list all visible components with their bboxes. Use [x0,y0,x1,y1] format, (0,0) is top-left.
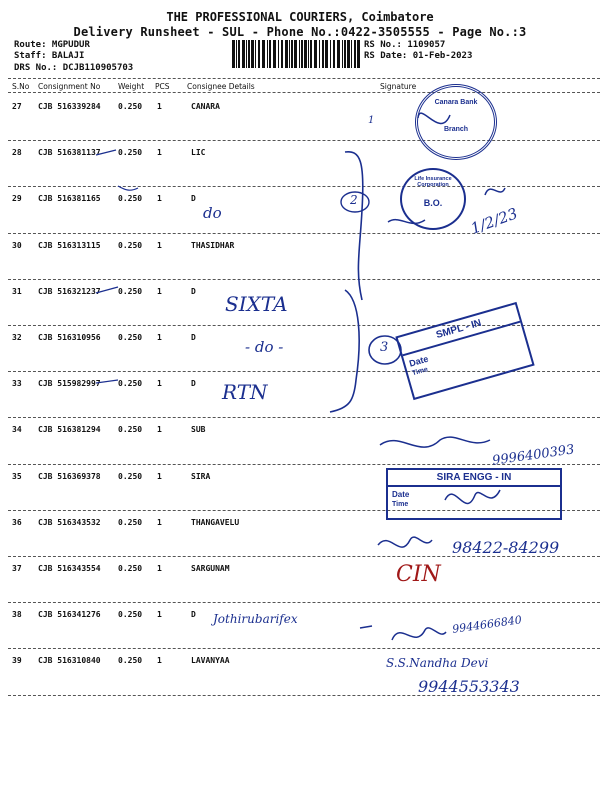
row-sno: 32 [12,333,22,342]
row-sno: 39 [12,656,22,666]
signature-34 [380,437,490,447]
document-subtitle: Delivery Runsheet - SUL - Phone No.:0422-3505555 - Page No.:3 [73,25,527,39]
sira-stamp-time: Time [392,501,409,508]
row-weight: 0.250 [118,286,143,296]
row-weight: 0.250 [118,425,143,435]
row-consignment-no: CJB 516321237 [38,286,101,296]
pen-mark-33 [96,380,118,383]
handwriting-do-29: do [203,204,222,222]
col-header-weight: Weight [118,82,145,91]
route-label: Route: MGPUDUR [14,40,90,50]
row-weight: 0.250 [118,517,143,527]
row-pcs: 1 [157,333,162,342]
drs-number: DRS No.: DCJB110905703 [14,63,134,73]
handwriting-phone-34: 9996400393 [491,442,576,469]
row-pcs: 1 [157,425,162,435]
handwriting-cin: CIN [396,562,441,587]
row-pcs: 1 [157,148,162,158]
row-weight: 0.250 [118,333,143,342]
row-weight: 0.250 [118,610,143,620]
canara-stamp-top: Canara Bank [434,99,478,106]
lic-stamp-outer: Life Insurance Corporation [414,176,452,188]
handwriting-name-39: S.S.Nandha Devi [386,656,489,670]
handwriting-phone-39: 9944553343 [418,677,520,696]
pen-mark-28 [96,150,116,155]
row-consignee: SIRA [191,471,211,481]
row-pcs: 1 [157,610,162,620]
rs-number: RS No.: 1109057 [364,40,446,50]
signature-29b [485,188,505,195]
handwriting-do-32: - do - [245,338,284,356]
smpl-stamp-time: Time [411,366,429,378]
smpl-stamp-title: SMPL - IN [398,304,521,356]
row-consignment-no: CJB 516381137 [38,148,101,158]
row-sno: 37 [12,564,22,573]
signature-36 [378,537,432,547]
row-consignment-no: CJB 516343532 [38,517,101,527]
signature-38 [392,628,446,640]
pen-mark-31 [96,287,118,293]
row-consignee: D [191,194,196,204]
handwriting-phone-36: 98422-84299 [452,538,560,557]
row-pcs: 1 [157,240,162,250]
handwriting-circle-3: 3 [380,340,389,355]
handwriting-circle-1: 1 [368,115,375,126]
row-sno: 34 [12,425,22,435]
rs-date: RS Date: 01-Feb-2023 [364,51,473,61]
row-consignment-no: CJB 516381294 [38,425,101,435]
row-consignment-no: CJB 516341276 [38,610,101,620]
row-sno: 31 [12,286,22,296]
lic-stamp [400,168,466,230]
handwriting-name-38: Jothirubarifex [213,612,298,626]
row-consignment-no: CJB 516369378 [38,471,101,481]
row-consignee: THANGAVELU [191,517,240,527]
row-pcs: 1 [157,194,162,204]
row-sno: 30 [12,240,22,250]
row-consignment-no: CJB 515982997 [38,379,101,389]
row-consignment-no: CJB 516313115 [38,240,101,250]
col-header-sno: S.No [12,82,30,91]
row-weight: 0.250 [118,379,143,389]
row-weight: 0.250 [118,656,143,666]
row-pcs: 1 [157,471,162,481]
smpl-stamp-date: Date [408,353,430,369]
handwriting-sixta: SIXTA [225,292,288,316]
col-header-consignee: Consignee Details [187,82,255,91]
bracket-stroke-upper [345,152,363,300]
handwriting-rtn: RTN [222,380,268,404]
sira-stamp-date: Date [392,490,410,499]
row-sno: 36 [12,517,22,527]
row-sno: 35 [12,471,22,481]
row-pcs: 1 [157,656,162,666]
pen-mark-29 [118,186,138,190]
row-weight: 0.250 [118,194,143,204]
row-consignee: D [191,286,196,296]
row-consignee: SUB [191,425,206,435]
col-header-signature: Signature [380,82,417,91]
dash-mark-38 [360,626,372,628]
handwriting-phone-38: 9944666840 [451,613,523,636]
document-title: THE PROFESSIONAL COURIERS, Coimbatore [166,10,434,24]
row-pcs: 1 [157,564,162,573]
row-pcs: 1 [157,517,162,527]
row-consignee: THASIDHAR [191,240,235,250]
row-weight: 0.250 [118,471,143,481]
row-pcs: 1 [157,379,162,389]
row-consignee: D [191,379,196,389]
row-consignment-no: CJB 516381165 [38,194,101,204]
row-sno: 29 [12,194,22,204]
row-consignment-no: CJB 516310840 [38,656,101,666]
row-consignee: CANARA [191,102,220,111]
handwriting-date-29: 1/2/23 [468,204,520,238]
row-weight: 0.250 [118,564,143,573]
canara-bank-stamp [415,84,497,160]
row-weight: 0.250 [118,148,143,158]
bracket-stroke-lower [330,290,359,412]
row-weight: 0.250 [118,240,143,250]
sira-stamp-title: SIRA ENGG - IN [388,470,560,487]
row-consignee: SARGUNAM [191,564,230,573]
row-sno: 33 [12,379,22,389]
row-consignee: LIC [191,148,206,158]
handwriting-circle-2: 2 [350,193,358,207]
row-sno: 27 [12,102,22,111]
row-consignee: LAVANYAA [191,656,230,666]
row-consignment-no: CJB 516343554 [38,564,101,573]
row-pcs: 1 [157,102,162,111]
row-consignment-no: CJB 516310956 [38,333,101,342]
col-header-pcs: PCS [155,82,170,91]
staff-label: Staff: BALAJI [14,51,85,61]
row-consignee: D [191,333,196,342]
row-consignment-no: CJB 516339284 [38,102,101,111]
lic-stamp-inner: B.O. [423,198,443,208]
canara-stamp-bottom: Branch [443,126,469,133]
row-weight: 0.250 [118,102,143,111]
row-sno: 28 [12,148,22,158]
row-consignee: D [191,610,196,620]
col-header-consignment: Consignment No [38,82,101,91]
sira-stamp [386,468,562,520]
row-pcs: 1 [157,286,162,296]
row-sno: 38 [12,610,22,620]
